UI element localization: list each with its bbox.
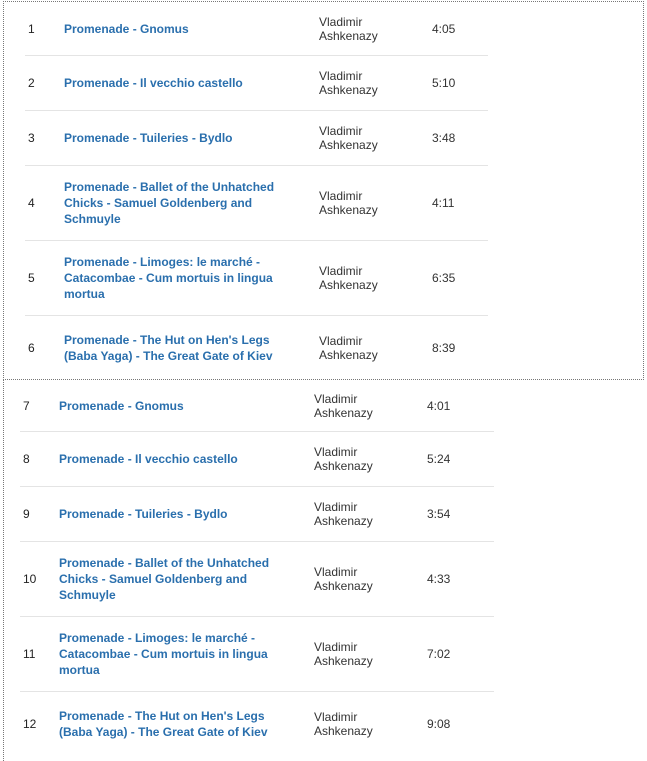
track-duration: 5:24 <box>427 452 451 466</box>
track-artist: Vladimir Ashkenazy <box>319 333 378 362</box>
track-title-link[interactable]: Promenade - Gnomus <box>59 398 184 413</box>
track-duration: 4:33 <box>427 572 451 586</box>
track-duration: 6:35 <box>432 271 456 285</box>
track-artist: Vladimir Ashkenazy <box>314 710 373 738</box>
track-row[interactable] <box>25 316 488 379</box>
track-row[interactable] <box>20 617 494 692</box>
track-number: 2 <box>28 76 35 90</box>
track-row[interactable] <box>25 2 488 56</box>
track-title-link[interactable]: Promenade - Ballet of the Unhatched Chicks - Samuel Goldenberg and Schmuyle <box>64 180 275 226</box>
track-title-link[interactable]: Promenade - Gnomus <box>64 21 189 36</box>
track-duration: 4:11 <box>432 196 455 210</box>
track-artist: Vladimir Ashkenazy <box>314 565 373 593</box>
track-number: 12 <box>23 717 37 731</box>
track-title-link[interactable]: Promenade - Limoges: le marché - Catacombae - Cum mortuis in lingua mortua <box>59 631 268 677</box>
track-title-link[interactable]: Promenade - Il vecchio castello <box>59 452 238 466</box>
track-title-link[interactable]: Promenade - Ballet of the Unhatched Chicks - Samuel Goldenberg and Schmuyle <box>59 556 270 602</box>
track-title-link[interactable]: Promenade - The Hut on Hen's Legs (Baba Yaga) - The Great Gate of Kiev <box>64 332 273 363</box>
track-title-link[interactable]: Promenade - Il vecchio castello <box>64 76 243 90</box>
track-number: 6 <box>28 340 35 355</box>
track-artist: Vladimir Ashkenazy <box>319 264 378 292</box>
track-title-link[interactable]: Promenade - The Hut on Hen's Legs (Baba Yaga) - The Great Gate of Kiev <box>59 709 268 739</box>
track-artist: Vladimir Ashkenazy <box>314 500 373 528</box>
track-duration: 3:48 <box>432 131 456 145</box>
track-duration: 3:54 <box>427 507 451 521</box>
track-row[interactable] <box>20 542 494 617</box>
track-row[interactable] <box>25 56 488 111</box>
track-number: 5 <box>28 271 35 285</box>
track-artist: Vladimir Ashkenazy <box>314 445 373 473</box>
track-number: 9 <box>23 507 30 521</box>
tracklist-panel-1 <box>3 1 644 380</box>
track-row[interactable] <box>25 241 488 316</box>
track-list <box>20 380 494 756</box>
track-row[interactable] <box>20 692 494 756</box>
track-row[interactable] <box>25 111 488 166</box>
track-row[interactable] <box>20 487 494 542</box>
track-number: 7 <box>23 398 30 413</box>
track-number: 1 <box>28 21 35 36</box>
track-row[interactable] <box>20 380 494 432</box>
track-duration: 8:39 <box>432 340 456 355</box>
track-artist: Vladimir Ashkenazy <box>319 124 378 152</box>
track-list <box>25 2 488 379</box>
track-number: 10 <box>23 572 37 586</box>
track-artist: Vladimir Ashkenazy <box>314 391 373 420</box>
track-artist: Vladimir Ashkenazy <box>314 640 373 668</box>
tracklist-panel-2 <box>3 379 644 761</box>
track-number: 8 <box>23 452 30 466</box>
track-duration: 4:01 <box>427 398 451 413</box>
track-artist: Vladimir Ashkenazy <box>319 14 378 43</box>
track-artist: Vladimir Ashkenazy <box>319 69 378 97</box>
track-duration: 4:05 <box>432 21 456 36</box>
track-title-link[interactable]: Promenade - Tuileries - Bydlo <box>59 507 228 521</box>
track-row[interactable] <box>20 432 494 487</box>
track-number: 4 <box>28 196 35 210</box>
track-title-link[interactable]: Promenade - Limoges: le marché - Catacombae - Cum mortuis in lingua mortua <box>64 255 273 301</box>
track-title-link[interactable]: Promenade - Tuileries - Bydlo <box>64 131 233 145</box>
track-duration: 5:10 <box>432 76 456 90</box>
track-number: 11 <box>23 647 36 661</box>
track-artist: Vladimir Ashkenazy <box>319 189 378 217</box>
track-number: 3 <box>28 131 35 145</box>
track-duration: 9:08 <box>427 717 451 731</box>
track-duration: 7:02 <box>427 647 451 661</box>
track-row[interactable] <box>25 166 488 241</box>
